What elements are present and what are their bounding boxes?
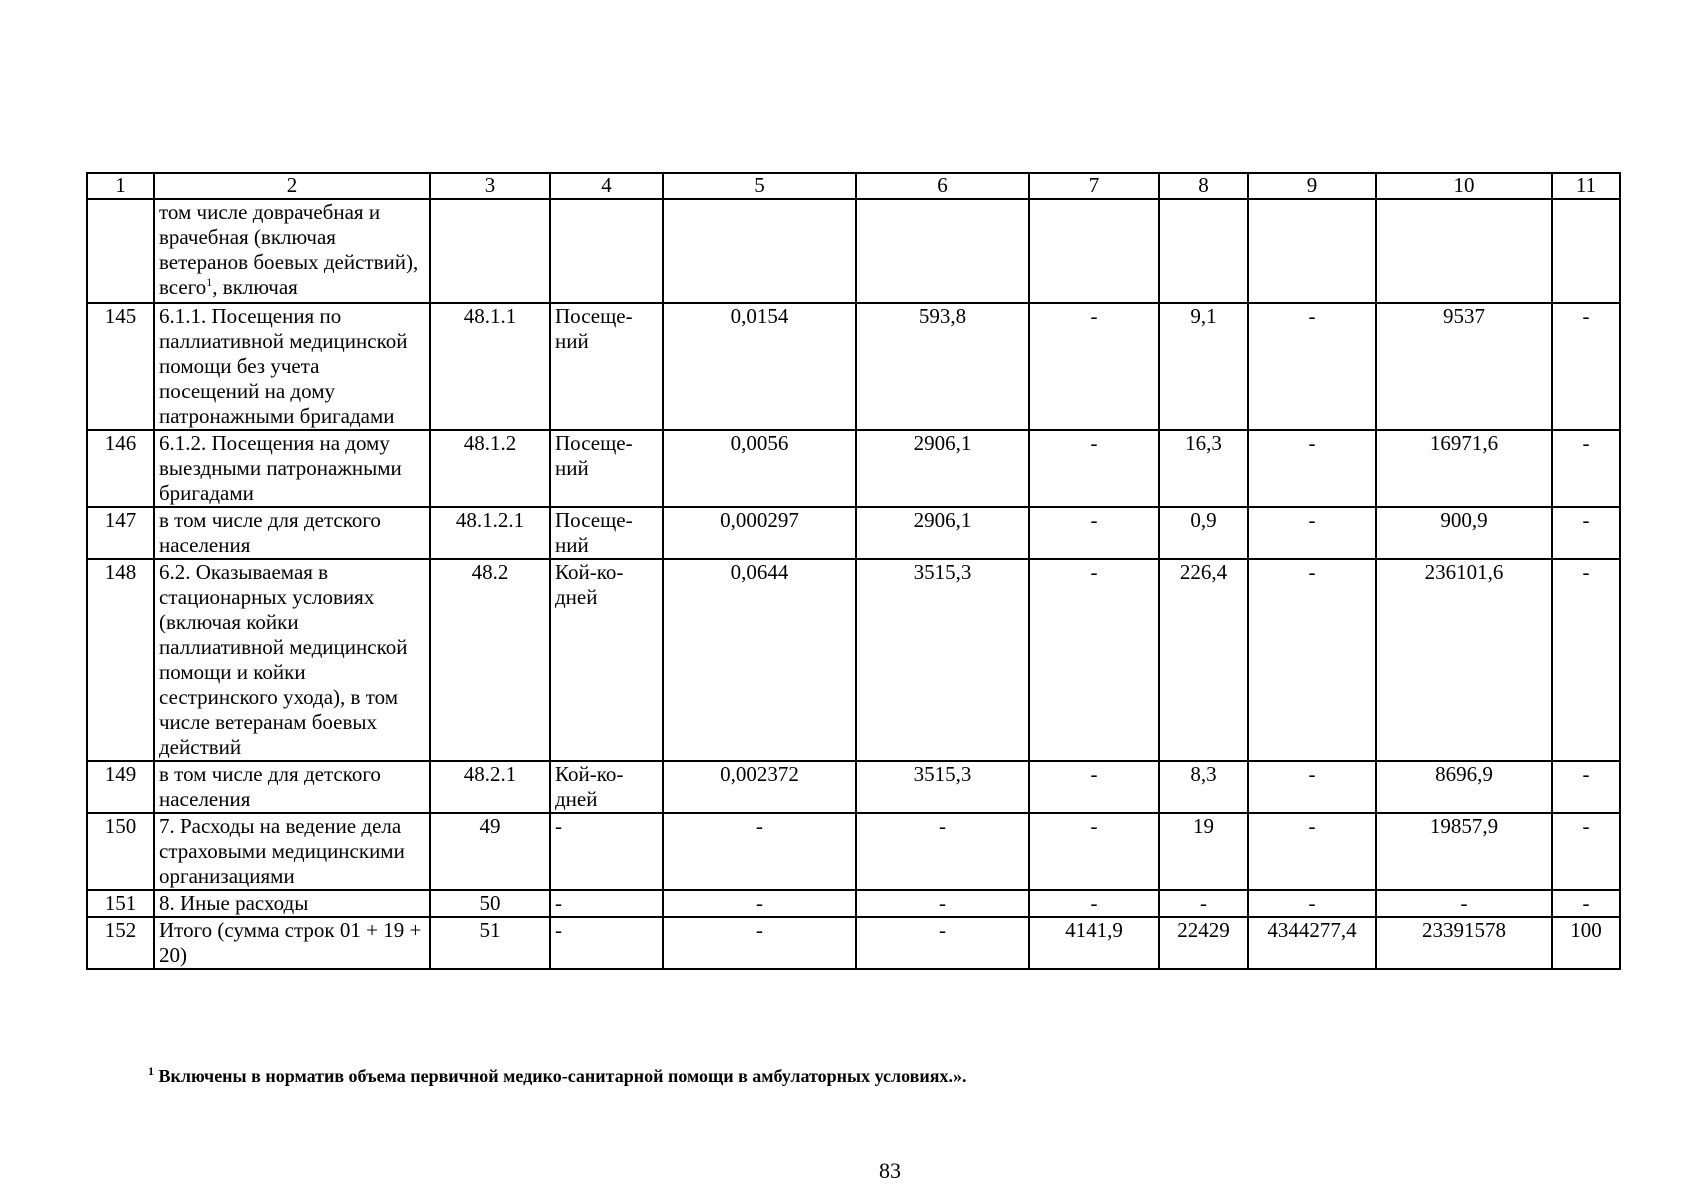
row-col9: - <box>1248 890 1376 917</box>
row-description: 8. Иные расходы <box>154 890 430 917</box>
row-col8: - <box>1159 890 1248 917</box>
row-col11: - <box>1552 761 1620 813</box>
table-row <box>87 917 1620 969</box>
row-col9: - <box>1248 303 1376 430</box>
row-unit: Посеще-ний <box>550 507 663 559</box>
table-header-row <box>87 173 1620 199</box>
row-code: 48.1.2 <box>430 430 550 507</box>
row-col11: 100 <box>1552 917 1620 969</box>
row-col10: 8696,9 <box>1376 761 1552 813</box>
column-header: 6 <box>856 173 1029 199</box>
row-description: 6.1.2. Посещения на дому выездными патронажными бригадами <box>154 430 430 507</box>
footnote: $^1$ Включены в норматив объема первичной медико-санитарной помощи в амбулаторных условиях.». <box>148 1064 967 1086</box>
row-col11: - <box>1552 559 1620 761</box>
row-unit: - <box>550 890 663 917</box>
row-col9: 4344277,4 <box>1248 917 1376 969</box>
row-unit: Кой-ко-дней <box>550 559 663 761</box>
row-col9: - <box>1248 507 1376 559</box>
row-description: том числе доврачебная и врачебная (включая ветеранов боевых действий), всего$^1$, включая <box>154 199 430 303</box>
row-code: 49 <box>430 813 550 890</box>
column-header: 7 <box>1029 173 1159 199</box>
row-col11: - <box>1552 430 1620 507</box>
row-col10: 16971,6 <box>1376 430 1552 507</box>
row-col8: 16,3 <box>1159 430 1248 507</box>
row-col8: 19 <box>1159 813 1248 890</box>
row-number: 148 <box>87 559 154 761</box>
row-col11: - <box>1552 507 1620 559</box>
table-row <box>87 430 1620 507</box>
table-row <box>87 559 1620 761</box>
row-col7: - <box>1029 430 1159 507</box>
row-col6: - <box>856 890 1029 917</box>
column-header: 8 <box>1159 173 1248 199</box>
row-description: 6.1.1. Посещения по паллиативной медицинской помощи без учета посещений на дому патронажными бригадами <box>154 303 430 430</box>
row-unit: - <box>550 917 663 969</box>
row-col6: 3515,3 <box>856 559 1029 761</box>
row-number: 150 <box>87 813 154 890</box>
row-col5: 0,002372 <box>663 761 856 813</box>
row-col5: 0,000297 <box>663 507 856 559</box>
column-header: 3 <box>430 173 550 199</box>
row-col11: - <box>1552 303 1620 430</box>
row-col10: 23391578 <box>1376 917 1552 969</box>
row-description: в том числе для детского населения <box>154 507 430 559</box>
row-col8: 22429 <box>1159 917 1248 969</box>
row-col9: - <box>1248 559 1376 761</box>
row-col10: 236101,6 <box>1376 559 1552 761</box>
row-col6: - <box>856 813 1029 890</box>
table-row-continuation <box>87 199 1620 303</box>
row-col5: 0,0644 <box>663 559 856 761</box>
column-header: 4 <box>550 173 663 199</box>
row-unit: Кой-ко-дней <box>550 761 663 813</box>
row-col6: - <box>856 917 1029 969</box>
row-col8: 9,1 <box>1159 303 1248 430</box>
table-row <box>87 303 1620 430</box>
row-unit: - <box>550 813 663 890</box>
row-number: 149 <box>87 761 154 813</box>
row-code: 48.2.1 <box>430 761 550 813</box>
row-col10: 900,9 <box>1376 507 1552 559</box>
row-col5: 0,0056 <box>663 430 856 507</box>
expenditure-table <box>86 172 1621 970</box>
row-col7: - <box>1029 303 1159 430</box>
column-header: 11 <box>1552 173 1620 199</box>
row-col8: 226,4 <box>1159 559 1248 761</box>
row-code: 51 <box>430 917 550 969</box>
row-col5: 0,0154 <box>663 303 856 430</box>
row-col7: - <box>1029 761 1159 813</box>
row-number: 146 <box>87 430 154 507</box>
row-description: 7. Расходы на ведение дела страховыми медицинскими организациями <box>154 813 430 890</box>
row-number: 152 <box>87 917 154 969</box>
row-col6: 2906,1 <box>856 507 1029 559</box>
column-header: 5 <box>663 173 856 199</box>
row-number: 145 <box>87 303 154 430</box>
row-col6: 2906,1 <box>856 430 1029 507</box>
row-col11: - <box>1552 813 1620 890</box>
row-description: Итого (сумма строк 01 + 19 + 20) <box>154 917 430 969</box>
row-description: 6.2. Оказываемая в стационарных условиях (включая койки паллиативной медицинской помощи и койки сестринского ухода), в том числе ветеранам боевых действий <box>154 559 430 761</box>
row-col7: - <box>1029 890 1159 917</box>
row-code: 50 <box>430 890 550 917</box>
row-col11: - <box>1552 890 1620 917</box>
row-code: 48.1.1 <box>430 303 550 430</box>
row-description: в том числе для детского населения <box>154 761 430 813</box>
row-col8: 8,3 <box>1159 761 1248 813</box>
table-row <box>87 507 1620 559</box>
row-col8: 0,9 <box>1159 507 1248 559</box>
row-col6: 593,8 <box>856 303 1029 430</box>
row-code: 48.1.2.1 <box>430 507 550 559</box>
row-unit: Посеще-ний <box>550 430 663 507</box>
column-header: 10 <box>1376 173 1552 199</box>
row-col5: - <box>663 917 856 969</box>
row-col9: - <box>1248 430 1376 507</box>
row-col7: 4141,9 <box>1029 917 1159 969</box>
row-col9: - <box>1248 813 1376 890</box>
row-col7: - <box>1029 559 1159 761</box>
row-col7: - <box>1029 507 1159 559</box>
row-col10: - <box>1376 890 1552 917</box>
row-col10: 19857,9 <box>1376 813 1552 890</box>
row-col9: - <box>1248 761 1376 813</box>
table-row <box>87 761 1620 813</box>
table-row <box>87 813 1620 890</box>
row-col6: 3515,3 <box>856 761 1029 813</box>
row-col5: - <box>663 890 856 917</box>
row-col10: 9537 <box>1376 303 1552 430</box>
row-number: 151 <box>87 890 154 917</box>
page-number: 83 <box>879 1158 901 1183</box>
row-number: 147 <box>87 507 154 559</box>
column-header: 1 <box>87 173 154 199</box>
row-unit: Посеще-ний <box>550 303 663 430</box>
table-row <box>87 890 1620 917</box>
row-col5: - <box>663 813 856 890</box>
row-col7: - <box>1029 813 1159 890</box>
column-header: 2 <box>154 173 430 199</box>
row-code: 48.2 <box>430 559 550 761</box>
column-header: 9 <box>1248 173 1376 199</box>
